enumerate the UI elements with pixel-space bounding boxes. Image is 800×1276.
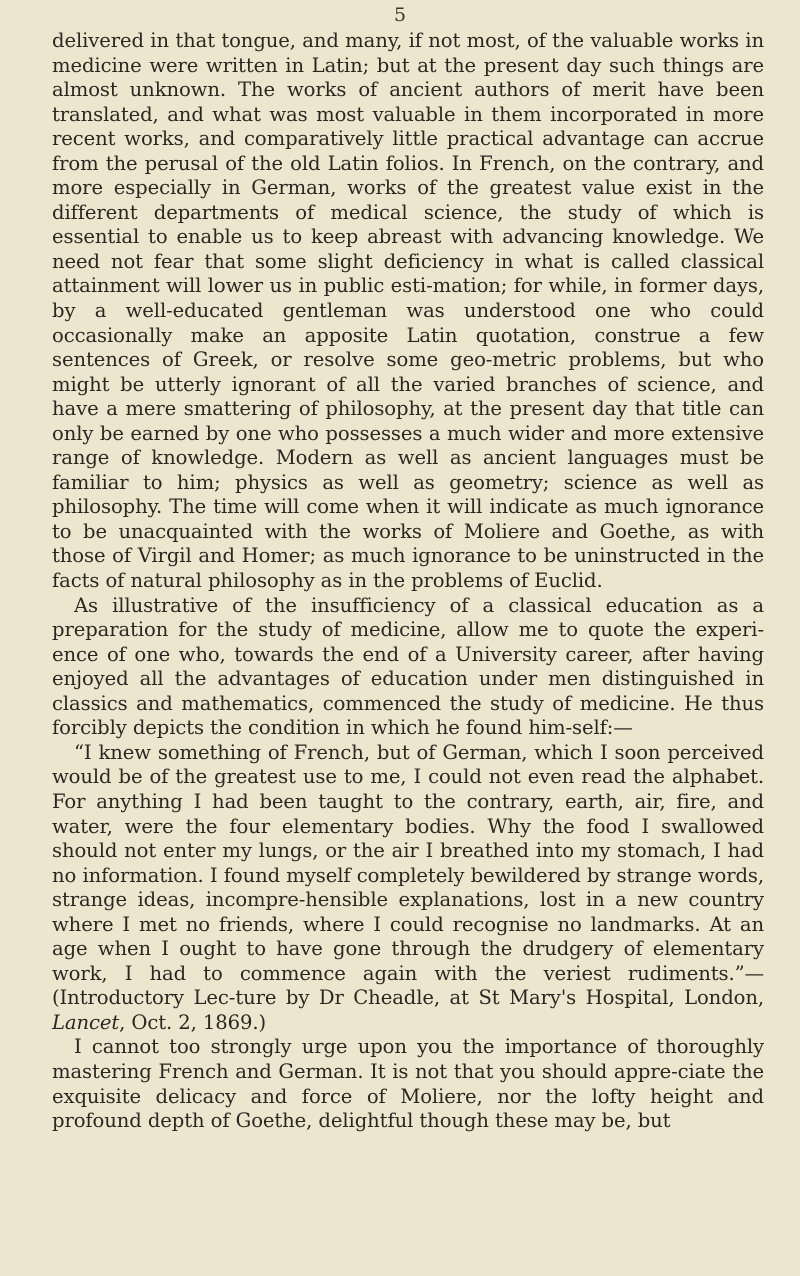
page-body-text (52, 29, 764, 1134)
paragraph-classical-education: As illustrative of the insufficiency of a classical education as a preparation for the study of medicine, allow me to quote the experi-ence of one who, towards the end of a University career, after having enjoyed all the advantages of education under men distinguished in classics and mathematics, commenced the study of medicine. He thus forcibly depicts the condition in which he found him-self:— (52, 593, 764, 740)
lancet-citation: Lancet (52, 1010, 120, 1034)
quote-text: “I knew something of French, but of German, which I soon perceived would be of the greatest use to me, I could not even read the alphabet. For anything I had been taught to the contrary, earth, air, fire, and water, were the four elementary bodies. Why the food I swallowed should not enter my lungs, or the air I breathed into my stomach, I had no information. I found myself completely bewildered by strange words, strange ideas, incompre-hensible explanations, lost in a new country where I met no friends, where I could recognise no landmarks. At an age when I ought to have gone through the drudgery of elementary work, I had to commence again with the veriest rudiments.”—(Introductory Lec-ture by Dr Cheadle, at St Mary's Hospital, London, (52, 740, 764, 1010)
paragraph-latin-works: delivered in that tongue, and many, if not most, of the valuable works in medicine were written in Latin; but at the present day such things are almost unknown. The works of ancient authors of merit have been translated, and what was most valuable in them incorporated in more recent works, and comparatively little practical advantage can accrue from the perusal of the old Latin folios. In French, on the contrary, and more especially in German, works of the greatest value exist in the different departments of medical science, the study of which is essential to enable us to keep abreast with advancing knowledge. We need not fear that some slight deficiency in what is called classical attainment will lower us in public esti-mation; for while, in former days, by a well-educated gentleman was understood one who could occasionally make an apposite Latin quotation, construe a few sentences of Greek, or resolve some geo-metric problems, but who might be utterly ignorant of all the varied branches of science, and have a mere smattering of philosophy, at the present day that title can only be earned by one who possesses a much wider and more extensive range of knowledge. Modern as well as ancient languages must be familiar to him; physics as well as geometry; science as well as philosophy. The time will come when it will indicate as much ignorance to be unacquainted with the works of Moliere and Goethe, as with those of Virgil and Homer; as much ignorance to be uninstructed in the facts of natural philosophy as in the problems of Euclid. (52, 29, 764, 593)
paragraph-french-german: I cannot too strongly urge upon you the importance of thoroughly mastering French and German. It is not that you should appre-ciate the exquisite delicacy and force of Moliere, nor the lofty height and profound depth of Goethe, delightful though these may be, but (52, 1035, 764, 1133)
paragraph-cheadle-quote (52, 741, 764, 1036)
citation-date: , Oct. 2, 1869.) (119, 1010, 267, 1034)
page-number: 5 (393, 4, 407, 26)
